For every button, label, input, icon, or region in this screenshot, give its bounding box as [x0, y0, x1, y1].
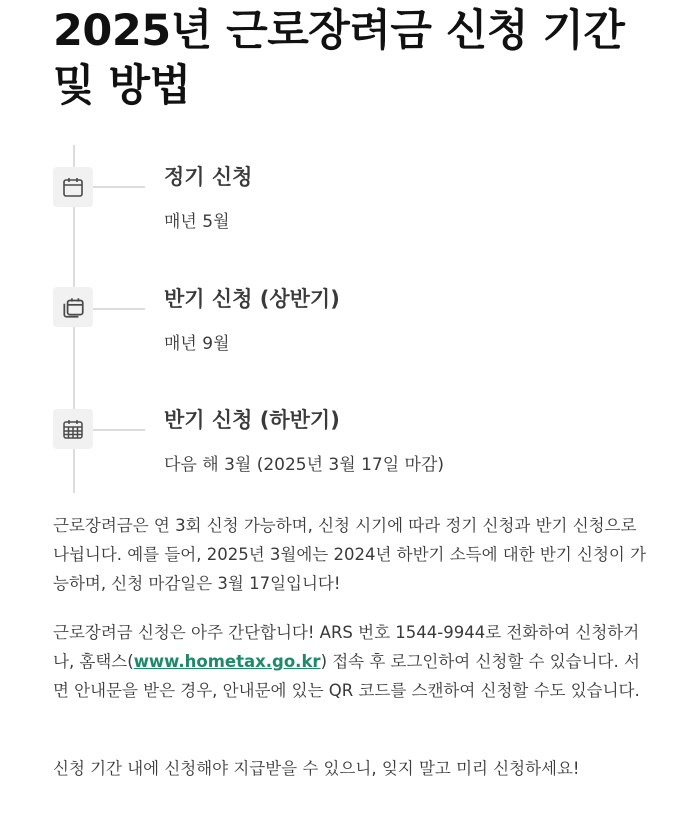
step-title: 정기 신청 — [164, 165, 253, 189]
step-title: 반기 신청 (하반기) — [164, 408, 340, 432]
timeline-connector — [93, 308, 145, 310]
timeline — [53, 145, 653, 495]
timeline-step-first-half — [53, 283, 653, 373]
hometax-link[interactable]: www.hometax.go.kr — [133, 652, 321, 671]
step-title: 반기 신청 (상반기) — [164, 287, 340, 311]
step-desc: 매년 9월 — [164, 334, 230, 354]
timeline-connector — [93, 186, 145, 188]
paragraph-text: 근로장려금 신청은 아주 간단합니다! ARS 번호 1544-9944로 전화하여 신청하거나, 홈택스( — [53, 623, 640, 671]
calendar-grid-icon — [53, 409, 93, 449]
step-desc: 다음 해 3월 (2025년 3월 17일 마감) — [164, 455, 445, 475]
paragraph-reminder: 신청 기간 내에 신청해야 지급받을 수 있으니, 잊지 말고 미리 신청하세요! — [53, 759, 580, 778]
timeline-step-regular — [53, 161, 653, 251]
paragraph-intro: 근로장려금은 연 3회 신청 가능하며, 신청 시기에 따라 정기 신청과 반기 신청으로 나뉩니다. 예를 들어, 2025년 3월에는 2024년 하반기 소득에 대한 반기 신청이 가능하며, 신청 마감일은 3월 17일입니다! — [53, 516, 647, 593]
step-desc: 매년 5월 — [164, 212, 230, 232]
page-title: 2025년 근로장려금 신청 기간 및 방법 — [53, 6, 625, 111]
calendar-icon — [53, 167, 93, 207]
paragraph-how-to-apply — [53, 618, 648, 705]
timeline-step-second-half — [53, 404, 653, 494]
calendar-stack-icon — [53, 287, 93, 327]
timeline-connector — [93, 429, 145, 431]
paragraph-text: ) 접속 후 로그인하여 신청할 수 있습니다. 서면 안내문을 받은 경우, 안내문에 있는 QR 코드를 스캔하여 신청할 수도 있습니다. — [53, 652, 640, 700]
